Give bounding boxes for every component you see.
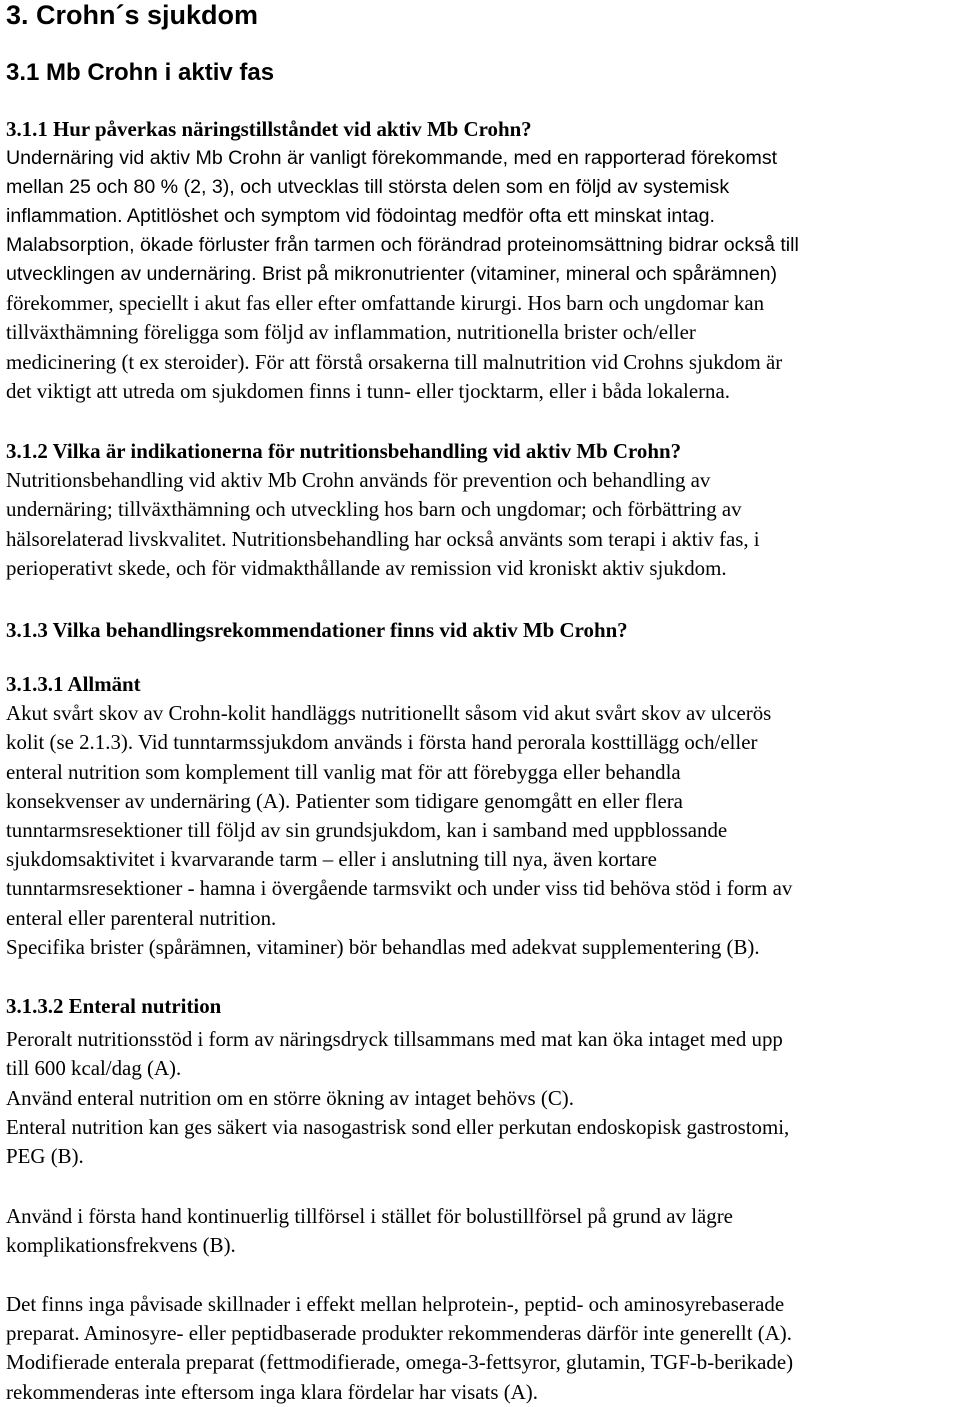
paragraph-line: Peroralt nutritionsstöd i form av näringsdryck tillsammans med mat kan öka intaget med upp: [6, 1027, 783, 1052]
section-3-1-3: [6, 616, 958, 645]
enteral-paragraph-3: [6, 1290, 958, 1407]
section-3-1-1-body-cont: [6, 289, 958, 406]
paragraph-line: kolit (se 2.1.3). Vid tunntarmssjukdom används i första hand perorala kosttillägg och/eller: [6, 730, 758, 755]
paragraph-line: förekommer, speciellt i akut fas eller efter omfattande kirurgi. Hos barn och ungdomar kan: [6, 291, 765, 316]
paragraph-line: inflammation. Aptitlöshet och symptom vid födointag medför ofta ett minskat intag.: [6, 205, 715, 228]
paragraph-line: Undernäring vid aktiv Mb Crohn är vanligt förekommande, med en rapporterad förekomst: [6, 147, 778, 170]
paragraph-line: enteral eller parenteral nutrition.: [6, 905, 277, 930]
section-3-1-3-2: [6, 992, 958, 1171]
section-3-1-3-1-body: [6, 699, 958, 962]
paragraph-line: Använd i första hand kontinuerlig tillförsel i stället för bolustillförsel på grund av lägre: [6, 1204, 733, 1228]
paragraph-line: Modifierade enterala preparat (fettmodifierade, omega-3-fettsyror, glutamin, TGF-b-berikade): [6, 1350, 794, 1375]
paragraph-line: enteral nutrition som komplement till vanlig mat för att förebygga eller behandla: [6, 759, 681, 784]
paragraph-line: undernäring; tillväxthämning och utveckling hos barn och ungdomar; och förbättring av: [6, 497, 742, 522]
paragraph-line: tunntarmsresektioner till följd av sin grundsjukdom, kan i samband med uppblossande: [6, 818, 728, 843]
section-heading-3-1-3: 3.1.3 Vilka behandlingsrekommendationer finns vid aktiv Mb Crohn?: [6, 618, 628, 642]
paragraph-line: konsekvenser av undernäring (A). Patienter som tidigare genomgått en eller flera: [6, 788, 683, 813]
section-3-1-2-body: [6, 466, 958, 583]
section-heading-3-1-2: 3.1.2 Vilka är indikationerna för nutritionsbehandling vid aktiv Mb Crohn?: [6, 439, 682, 463]
paragraph-line: hälsorelaterad livskvalitet. Nutritionsbehandling har också använts som terapi i aktiv fas, i: [6, 526, 760, 551]
paragraph-line: till 600 kcal/dag (A).: [6, 1056, 182, 1081]
paragraph-line: PEG (B).: [6, 1144, 84, 1169]
section-heading-3-1: 3.1 Mb Crohn i aktiv fas: [6, 59, 275, 86]
paragraph-line: Använd enteral nutrition om en större ökning av intaget behövs (C).: [6, 1085, 574, 1110]
paragraph-line: tillväxthämning föreligga som följd av inflammation, nutritionella brister och/eller: [6, 320, 696, 345]
paragraph-line: tunntarmsresektioner - hamna i övergående tarmsvikt och under viss tid behöva stöd i form av: [6, 876, 793, 901]
paragraph-line: Malabsorption, ökade förluster från tarmen och förändrad proteinomsättning bidrar också till: [6, 234, 799, 257]
paragraph-line: det viktigt att utreda om sjukdomen finns i tunn- eller tjocktarm, eller i båda lokalerna.: [6, 378, 731, 403]
paragraph-line: preparat. Aminosyre- eller peptidbaserade produkter rekommenderas därför inte generellt (A).: [6, 1321, 792, 1346]
paragraph-line: perioperativt skede, och för vidmakthållande av remission vid kroniskt aktiv sjukdom.: [6, 555, 727, 580]
section-3-1-3-1: [6, 670, 958, 962]
paragraph-line: komplikationsfrekvens (B).: [6, 1233, 236, 1258]
paragraph-line: sjukdomsaktivitet i kvarvarande tarm – eller i anslutning till nya, även kortare: [6, 847, 657, 872]
paragraph-line: utvecklingen av undernäring. Brist på mikronutrienter (vitaminer, mineral och spårämnen): [6, 263, 778, 286]
section-3-1-2: [6, 437, 958, 583]
paragraph-line: medicinering (t ex steroider). För att förstå orsakerna till malnutrition vid Crohns sjukdom är: [6, 349, 783, 374]
enteral-paragraph-1: [6, 1025, 958, 1171]
section-heading-3-1-1: 3.1.1 Hur påverkas näringstillståndet vid aktiv Mb Crohn?: [6, 117, 532, 141]
paragraph-line: Specifika brister (spårämnen, vitaminer) bör behandlas med adekvat supplementering (B).: [6, 934, 760, 959]
section-3-1-1: [6, 115, 958, 406]
paragraph-line: Det finns inga påvisade skillnader i effekt mellan helprotein-, peptid- och aminosyrebaserade: [6, 1292, 785, 1316]
section-3-1-1-body: [6, 144, 958, 289]
paragraph-line: Enteral nutrition kan ges säkert via nasogastrisk sond eller perkutan endoskopisk gastrostomi,: [6, 1114, 790, 1139]
paragraph-line: Akut svårt skov av Crohn-kolit handläggs nutritionellt såsom vid akut svårt skov av ulcerös: [6, 701, 772, 726]
paragraph-line: Nutritionsbehandling vid aktiv Mb Crohn används för prevention och behandling av: [6, 468, 711, 493]
paragraph-line: mellan 25 och 80 % (2, 3), och utvecklas till största delen som en följd av systemisk: [6, 176, 730, 199]
section-heading-3-1-3-1: 3.1.3.1 Allmänt: [6, 672, 141, 696]
paragraph-line: rekommenderas inte eftersom inga klara fördelar har visats (A).: [6, 1379, 538, 1404]
section-heading-3-1-3-2: 3.1.3.2 Enteral nutrition: [6, 994, 222, 1018]
enteral-paragraph-2: [6, 1202, 958, 1260]
page-title: 3. Crohn´s sjukdom: [6, 0, 259, 30]
